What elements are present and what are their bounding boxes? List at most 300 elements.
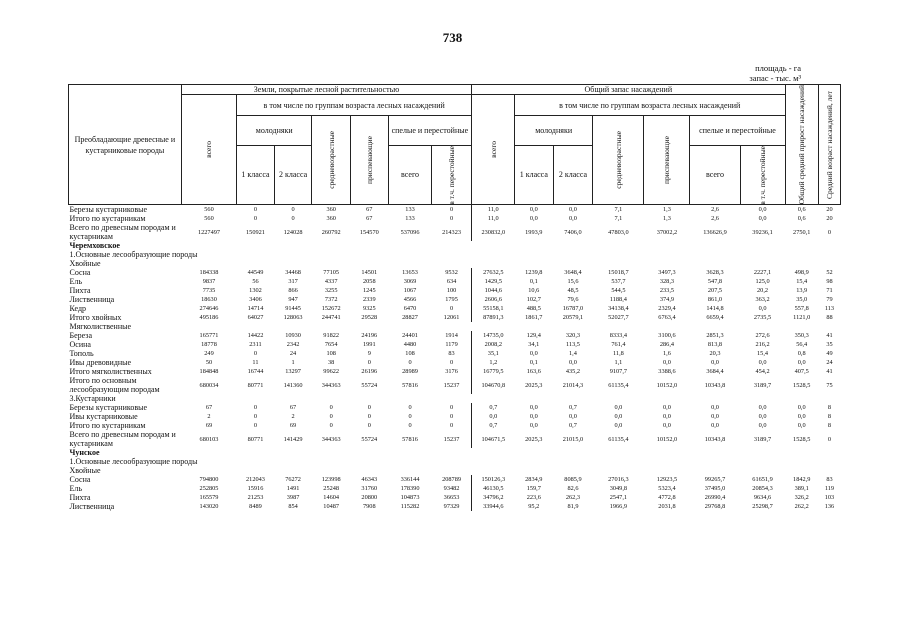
table-row — [69, 304, 841, 313]
table-cell: 0,0 — [797, 404, 806, 412]
species-name: Береза — [69, 331, 93, 341]
table-cell: 26196 — [361, 368, 378, 376]
table-cell: 104873 — [400, 494, 420, 502]
table-cell: 3069 — [403, 278, 417, 286]
table-cell: 947 — [288, 296, 298, 304]
table-cell: 2031,8 — [658, 503, 676, 511]
table-row — [69, 349, 841, 358]
table-cell: 1067 — [403, 287, 417, 295]
avg-age-header: Средний возраст насаждений, лет — [818, 85, 840, 205]
table-cell: 97329 — [443, 503, 460, 511]
table-cell: 0 — [449, 404, 454, 412]
table-cell: 0 — [367, 359, 371, 367]
species-name: Лиственница — [69, 502, 115, 512]
table-cell: 3176 — [445, 368, 458, 376]
table-cell: 560 — [204, 215, 214, 223]
table-cell: 20 — [826, 206, 833, 214]
table-row — [69, 376, 841, 394]
species-name: Сосна — [69, 268, 91, 278]
species-name: Ель — [69, 277, 83, 287]
table-cell: 79,6 — [567, 296, 579, 304]
table-cell: 1121,0 — [793, 314, 811, 322]
table-cell: 9634,6 — [753, 494, 772, 502]
stock-group-header: Общий запас насаждений — [472, 85, 785, 95]
area-class2-header: 2 класса — [274, 145, 312, 205]
species-name: Лиственница — [69, 295, 115, 305]
table-row — [69, 412, 841, 421]
table-cell: 55724 — [361, 435, 378, 443]
table-row — [69, 286, 841, 295]
table-cell: 56,4 — [796, 341, 808, 349]
table-cell: 35 — [826, 341, 833, 349]
table-cell: 10343,8 — [704, 435, 726, 443]
table-cell: 0 — [329, 413, 333, 421]
species-name: Ель — [69, 484, 83, 494]
table-body — [69, 205, 841, 512]
table-cell: 67 — [366, 215, 373, 223]
table-row — [69, 358, 841, 367]
table-cell: 14501 — [361, 269, 378, 277]
table-cell: 159,7 — [526, 485, 541, 493]
species-name: Итого по основным лесообразующим породам — [69, 376, 160, 395]
table-cell: 260792 — [321, 228, 341, 236]
table-row — [69, 295, 841, 304]
table-cell: 214323 — [442, 228, 461, 236]
table-cell: 14422 — [247, 332, 264, 340]
stock-middle-header: средневозрастные — [593, 116, 644, 205]
table-cell: 0,0 — [758, 305, 767, 313]
table-cell: 336144 — [400, 476, 420, 484]
stock-mature-total-header: всего — [690, 145, 740, 205]
table-cell: 141360 — [283, 381, 303, 389]
table-cell: 35,1 — [472, 349, 515, 358]
stock-class1-header: 1 класса — [514, 145, 553, 205]
table-cell: 320,3 — [565, 332, 581, 340]
table-cell: 0 — [449, 413, 454, 421]
table-cell: 79 — [826, 296, 833, 304]
page-number: 738 — [442, 30, 463, 45]
species-name: Чунское — [69, 448, 100, 458]
table-cell: 9837 — [202, 278, 216, 286]
table-cell: 1842,9 — [793, 476, 811, 484]
table-cell: 36653 — [443, 494, 460, 502]
table-cell: 33944,6 — [472, 502, 515, 511]
table-cell: 48,5 — [567, 287, 579, 295]
table-cell: 2 — [207, 413, 211, 421]
table-cell: 207,5 — [707, 287, 723, 295]
table-cell: 7908 — [363, 503, 376, 511]
table-cell: 233,5 — [659, 287, 675, 295]
table-cell: 223,6 — [526, 494, 541, 502]
table-cell: 2547,1 — [609, 494, 628, 502]
table-cell: 57816 — [402, 435, 418, 443]
table-cell: 0,8 — [797, 350, 806, 358]
table-cell: 55158,1 — [472, 304, 515, 313]
table-cell: 4480 — [403, 341, 417, 349]
table-cell: 0,0 — [529, 413, 538, 421]
table-cell: 41 — [826, 332, 833, 340]
table-cell: 1966,9 — [609, 503, 628, 511]
table-cell: 128063 — [283, 314, 303, 322]
table-cell: 13,9 — [796, 287, 808, 295]
table-cell: 0,0 — [529, 350, 538, 358]
table-row — [69, 430, 841, 448]
area-total-header: всего — [181, 95, 236, 205]
table-cell: 0 — [449, 305, 454, 313]
table-row — [69, 502, 841, 511]
area-class1-header: 1 класса — [237, 145, 275, 205]
table-cell: 1991 — [363, 341, 376, 349]
table-cell: 4337 — [324, 278, 338, 286]
table-row — [69, 268, 841, 277]
table-cell: 262,3 — [565, 494, 581, 502]
table-row — [69, 214, 841, 223]
table-cell: 326,2 — [794, 494, 809, 502]
table-cell: 15018,7 — [608, 269, 629, 277]
table-cell: 3628,3 — [706, 269, 724, 277]
table-cell: 50 — [205, 359, 213, 367]
stock-total-header: всего — [472, 95, 515, 205]
table-cell: 0,0 — [711, 413, 719, 421]
table-cell: 0,1 — [529, 359, 538, 367]
species-name: 1.Основные лесообразующие породы — [69, 250, 198, 260]
table-cell: 2 — [291, 413, 295, 421]
table-cell: 216,2 — [755, 341, 770, 349]
table-cell: 2851,3 — [706, 332, 724, 340]
table-cell: 2058 — [363, 278, 376, 286]
table-cell: 634 — [446, 278, 457, 286]
table-cell: 9532 — [445, 269, 458, 277]
table-cell: 286,4 — [659, 341, 675, 349]
table-cell: 31760 — [361, 485, 378, 493]
table-cell: 39236,1 — [752, 228, 773, 236]
table-cell: 0 — [253, 413, 258, 421]
table-cell: 262,2 — [794, 503, 809, 511]
table-cell: 360 — [326, 206, 336, 214]
table-cell: 12061 — [443, 314, 460, 322]
table-cell: 71 — [826, 287, 833, 295]
table-cell: 0,0 — [663, 422, 671, 430]
table-cell: 0 — [449, 359, 454, 367]
table-cell: 14735,0 — [472, 331, 515, 340]
table-cell: 15916 — [247, 485, 264, 493]
table-cell: 27632,5 — [472, 268, 515, 277]
section-row — [69, 241, 841, 250]
species-name: Хвойные — [69, 259, 101, 269]
table-cell: 34796,2 — [472, 493, 515, 502]
table-cell: 29528 — [361, 314, 378, 322]
species-name: Итого по кустарникам — [69, 421, 146, 431]
table-cell: 544,5 — [611, 287, 626, 295]
table-cell: 46343 — [361, 476, 378, 484]
table-cell: 0,0 — [797, 422, 806, 430]
table-cell: 124028 — [283, 228, 303, 236]
table-cell: 0,6 — [797, 206, 806, 214]
table-cell: 2750,1 — [793, 228, 811, 236]
table-cell: 133 — [405, 215, 415, 223]
table-cell: 178390 — [400, 485, 420, 493]
table-cell: 91445 — [285, 305, 301, 313]
table-cell: 0,0 — [758, 215, 767, 223]
table-cell: 1861,7 — [525, 314, 543, 322]
table-cell: 67 — [205, 404, 213, 412]
table-cell: 28827 — [402, 314, 418, 322]
table-cell: 76272 — [285, 476, 301, 484]
table-cell: 14714 — [247, 305, 264, 313]
table-cell: 0,1 — [529, 278, 538, 286]
table-cell: 495186 — [199, 314, 219, 322]
table-cell: 0,0 — [529, 206, 538, 214]
table-cell: 2606,6 — [472, 295, 515, 304]
table-cell: 252805 — [199, 485, 219, 493]
table-cell: 69 — [205, 422, 213, 430]
table-cell: 0 — [408, 413, 412, 421]
species-name: Ивы кустарниковые — [69, 412, 138, 422]
stock-mature-header: спелые и перестойные — [690, 116, 785, 145]
table-cell: 1,6 — [663, 350, 671, 358]
table-cell: 0,0 — [569, 359, 577, 367]
table-cell: 0,0 — [472, 412, 515, 421]
table-cell: 1528,5 — [793, 381, 811, 389]
table-cell: 1414,8 — [706, 305, 724, 313]
table-cell: 0,7 — [472, 403, 515, 412]
table-cell: 6470 — [403, 305, 417, 313]
table-cell: 0,0 — [569, 206, 577, 214]
table-cell: 3497,3 — [658, 269, 676, 277]
table-cell: 0,0 — [614, 404, 623, 412]
table-cell: 212043 — [246, 476, 265, 484]
table-cell: 136 — [824, 503, 835, 511]
table-cell: 1188,4 — [609, 296, 627, 304]
table-cell: 0,0 — [758, 404, 767, 412]
table-cell: 813,8 — [707, 341, 723, 349]
table-cell: 10,6 — [528, 287, 540, 295]
table-cell: 4566 — [403, 296, 417, 304]
table-cell: 25248 — [323, 485, 340, 493]
table-cell: 11,0 — [472, 214, 515, 223]
table-cell: 1914 — [445, 332, 458, 340]
table-cell: 67 — [366, 206, 373, 214]
subheading-row — [69, 394, 841, 403]
table-cell: 16744 — [247, 368, 264, 376]
table-cell: 6763,4 — [658, 314, 676, 322]
table-cell: 35,0 — [796, 296, 808, 304]
table-cell: 104670,8 — [472, 376, 515, 394]
table-cell: 1,3 — [663, 215, 671, 223]
table-cell: 0 — [329, 422, 333, 430]
table-cell: 0 — [253, 206, 258, 214]
table-cell: 0 — [253, 350, 258, 358]
table-cell: 7406,0 — [564, 228, 582, 236]
table-cell: 0 — [408, 359, 412, 367]
table-row — [69, 223, 841, 241]
table-cell: 108 — [405, 350, 415, 358]
table-cell: 184338 — [199, 269, 219, 277]
table-cell: 20 — [826, 215, 833, 223]
species-header: Преобладающие древесные и кустарниковые породы — [69, 85, 182, 205]
area-age-groups-header: в том числе по группам возраста лесных насаждений — [237, 95, 472, 116]
table-cell: 7,1 — [614, 215, 623, 223]
area-overmature-header: в т.ч. перестойные — [432, 145, 472, 205]
table-cell: 103 — [824, 494, 835, 502]
area-mature-header: спелые и перестойные — [388, 116, 472, 145]
table-cell: 0,0 — [758, 206, 767, 214]
table-cell: 360 — [326, 215, 336, 223]
table-cell: 27016,3 — [608, 476, 629, 484]
table-cell: 25298,7 — [752, 503, 773, 511]
table-cell: 317 — [288, 278, 298, 286]
table-cell: 537,7 — [611, 278, 626, 286]
table-cell: 0,0 — [797, 413, 806, 421]
table-cell: 3255 — [324, 287, 338, 295]
table-cell: 344363 — [321, 381, 341, 389]
table-cell: 125,0 — [755, 278, 770, 286]
table-cell: 389,1 — [794, 485, 809, 493]
table-cell: 136626,9 — [703, 228, 727, 236]
table-cell: 1 — [291, 359, 295, 367]
table-row — [69, 484, 841, 493]
table-cell: 0,0 — [529, 404, 538, 412]
table-cell: 129,4 — [526, 332, 541, 340]
table-cell: 0,0 — [569, 215, 577, 223]
table-cell: 272,6 — [755, 332, 770, 340]
table-cell: 3189,7 — [753, 381, 772, 389]
table-row — [69, 403, 841, 412]
table-cell: 4772,8 — [658, 494, 676, 502]
table-cell: 0 — [367, 422, 371, 430]
table-cell: 165771 — [199, 332, 219, 340]
table-cell: 10343,8 — [704, 381, 726, 389]
table-cell: 6659,4 — [706, 314, 724, 322]
table-cell: 10487 — [323, 503, 340, 511]
table-cell: 47803,0 — [608, 228, 629, 236]
table-cell: 1,2 — [472, 358, 515, 367]
table-cell: 8489 — [249, 503, 262, 511]
table-cell: 1,3 — [663, 206, 671, 214]
table-cell: 407,5 — [794, 368, 809, 376]
table-cell: 37002,2 — [656, 228, 678, 236]
table-cell: 11 — [252, 359, 259, 367]
table-cell: 0 — [253, 404, 258, 412]
species-name: Всего по древесным породам и кустарникам — [69, 223, 176, 242]
table-cell: 99265,7 — [704, 476, 726, 484]
table-cell: 49 — [826, 350, 833, 358]
table-cell: 15,4 — [757, 350, 769, 358]
table-cell: 20854,3 — [752, 485, 773, 493]
table-cell: 24 — [826, 359, 833, 367]
table-cell: 2227,1 — [753, 269, 772, 277]
table-cell: 87891,3 — [472, 313, 515, 322]
table-cell: 1795 — [445, 296, 458, 304]
table-cell: 2,6 — [711, 215, 719, 223]
table-cell: 2025,3 — [525, 381, 543, 389]
table-cell: 274646 — [199, 305, 219, 313]
table-cell: 680103 — [199, 435, 219, 443]
table-cell: 0,0 — [797, 359, 806, 367]
stock-ripening-header: приспевающие — [644, 116, 690, 205]
table-cell: 7372 — [324, 296, 338, 304]
table-cell: 3388,6 — [658, 368, 676, 376]
table-cell: 52027,7 — [608, 314, 629, 322]
table-cell: 113 — [824, 305, 835, 313]
table-cell: 0 — [827, 435, 832, 443]
table-cell: 98 — [826, 278, 833, 286]
table-cell: 5323,4 — [658, 485, 676, 493]
table-cell: 104671,5 — [472, 430, 515, 448]
table-cell: 1,1 — [614, 359, 623, 367]
table-cell: 2025,3 — [525, 435, 543, 443]
table-cell: 165579 — [199, 494, 219, 502]
table-cell: 454,2 — [755, 368, 770, 376]
table-cell: 0,0 — [663, 359, 671, 367]
forest-stock-table — [68, 84, 841, 511]
table-cell: 57816 — [402, 381, 418, 389]
table-cell: 24 — [289, 350, 297, 358]
table-cell: 537096 — [400, 228, 420, 236]
table-row — [69, 331, 841, 340]
table-cell: 7,1 — [614, 206, 623, 214]
table-cell: 88 — [826, 314, 833, 322]
species-name: Сосна — [69, 475, 91, 485]
table-cell: 21253 — [247, 494, 264, 502]
table-row — [69, 493, 841, 502]
subheading-row — [69, 466, 841, 475]
table-cell: 8 — [827, 413, 832, 421]
table-cell: 866 — [288, 287, 298, 295]
table-cell: 0,0 — [663, 404, 671, 412]
species-name: Березы кустарниковые — [69, 205, 148, 215]
species-name: Всего по древесным породам и кустарникам — [69, 430, 176, 449]
stock-class2-header: 2 класса — [553, 145, 593, 205]
table-cell: 150126,3 — [472, 475, 515, 484]
table-cell: 488,5 — [526, 305, 541, 313]
units-area: площадь - га — [755, 63, 801, 73]
table-cell: 1179 — [445, 341, 458, 349]
table-cell: 93482 — [443, 485, 460, 493]
table-cell: 15237 — [443, 381, 460, 389]
table-cell: 29768,8 — [704, 503, 726, 511]
table-cell: 2339 — [363, 296, 376, 304]
table-cell: 0 — [449, 422, 454, 430]
table-cell: 498,9 — [794, 269, 809, 277]
table-cell: 344363 — [321, 435, 341, 443]
table-cell: 3684,4 — [706, 368, 724, 376]
table-cell: 1491 — [286, 485, 300, 493]
table-cell: 108 — [326, 350, 336, 358]
table-cell: 680034 — [199, 381, 219, 389]
table-cell: 0 — [253, 422, 258, 430]
table-cell: 0,0 — [529, 215, 538, 223]
species-name: Пихта — [69, 493, 91, 503]
units-stock: запас - тыс. м³ — [749, 73, 801, 83]
table-cell: 8085,9 — [564, 476, 582, 484]
table-cell: 20,3 — [709, 350, 721, 358]
table-cell: 0,0 — [711, 422, 719, 430]
table-cell: 15,6 — [567, 278, 579, 286]
table-cell: 0,0 — [711, 359, 719, 367]
table-row — [69, 205, 841, 215]
table-cell: 0,0 — [614, 413, 623, 421]
table-cell: 13297 — [285, 368, 301, 376]
table-cell: 10152,0 — [656, 435, 678, 443]
table-cell: 12923,5 — [656, 476, 678, 484]
table-cell: 0 — [329, 404, 333, 412]
table-cell: 56 — [252, 278, 259, 286]
table-cell: 16779,5 — [472, 367, 515, 376]
table-cell: 350,3 — [794, 332, 809, 340]
table-cell: 34468 — [285, 269, 301, 277]
table-cell: 61135,4 — [608, 435, 629, 443]
